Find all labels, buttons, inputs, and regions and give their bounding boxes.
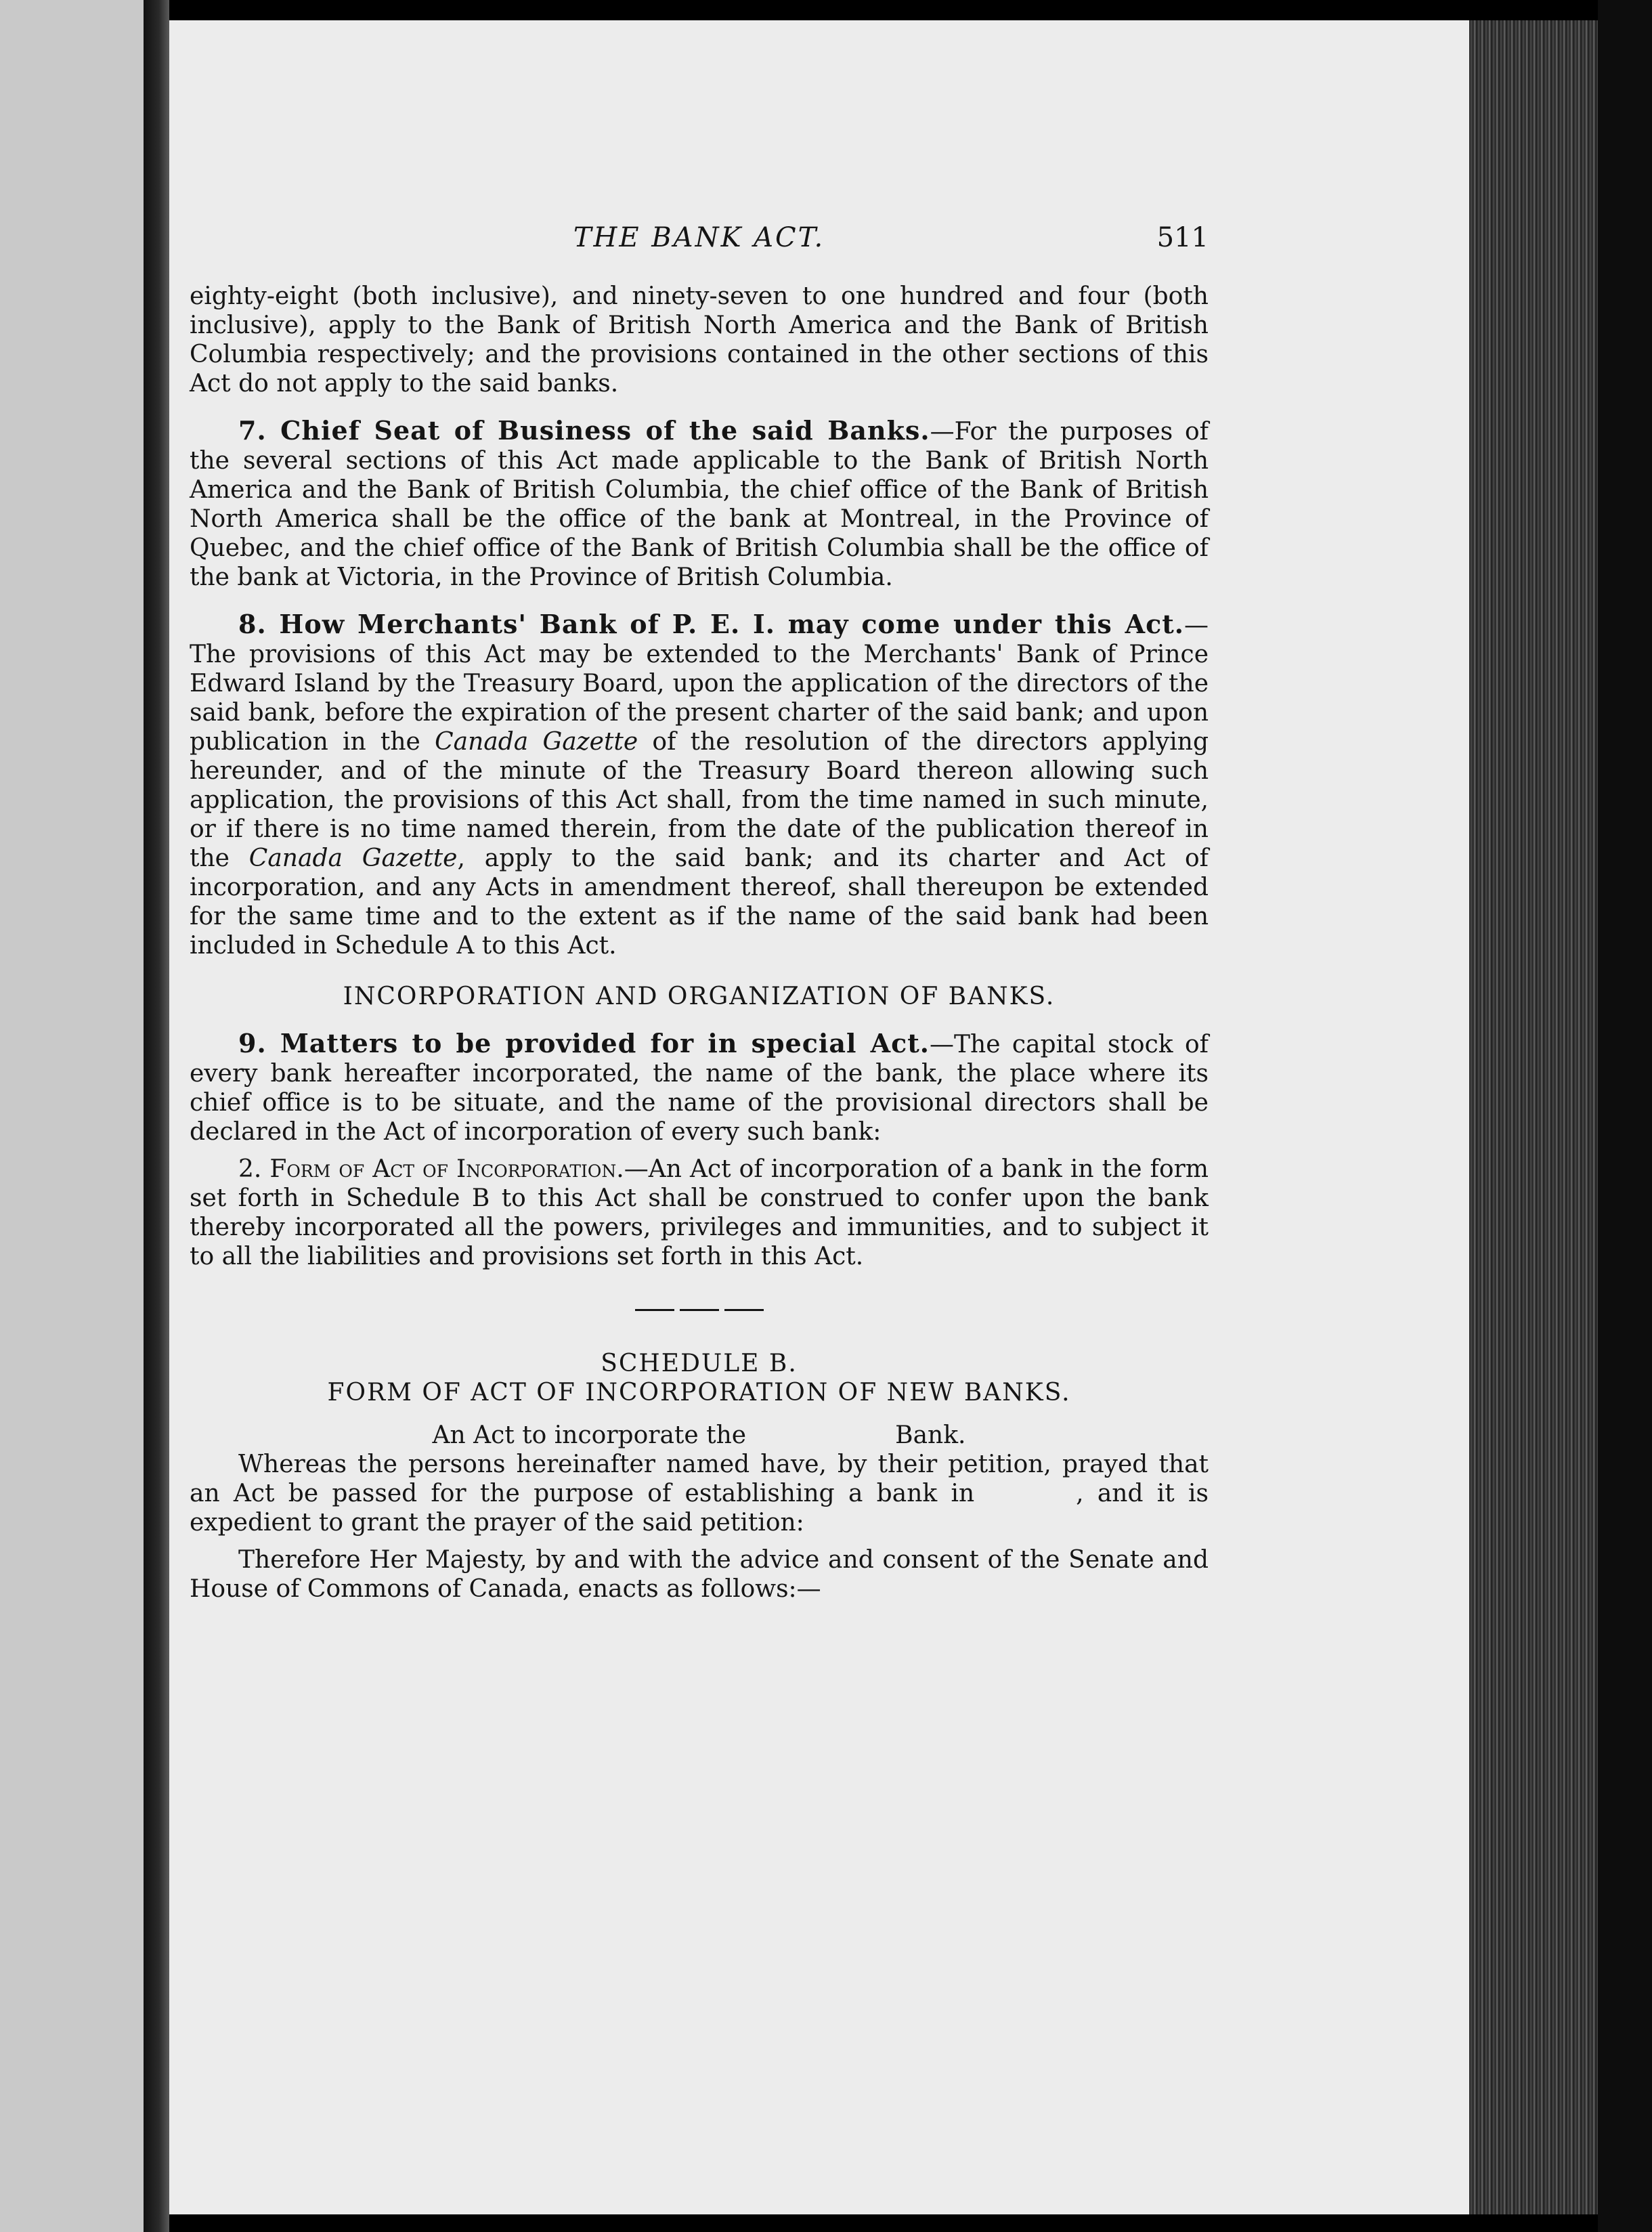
enacting-clause: Therefore Her Majesty, by and with the advice and consent of the Senate and House of Commons of Canada, enacts as follows:— [190, 1546, 1209, 1603]
book-gutter [144, 0, 169, 2232]
running-head [190, 223, 1209, 264]
whereas-clause [190, 1450, 1209, 1537]
section-8-heading: 8. How Merchants' Bank of P. E. I. may come under this Act. [238, 609, 1184, 639]
facing-page-edge [0, 0, 144, 2232]
scan-border [1598, 0, 1652, 2232]
running-title: THE BANK ACT. [573, 222, 825, 253]
section-9-subsection-2 [190, 1155, 1209, 1271]
schedule-subtitle: FORM OF ACT OF INCORPORATION OF NEW BANKS. [327, 1379, 1071, 1407]
act-title-end: Bank. [895, 1421, 966, 1449]
intro-paragraph: eighty-eight (both inclusive), and ninety-seven to one hundred and four (both inclusive), apply to the Bank of British North America and the Bank of British Columbia respectively; and the provisions contained in the other sections of this Act do not apply to the said banks. [190, 282, 1209, 398]
section-8-text-2: of the resolution of the directors applying hereunder, and of the minute of the Treasury Board thereon allowing such application, the provisions of this Act shall, from the time named in such minute, or if there is no time named therein, from the date of the publication thereof in the [190, 728, 1209, 872]
section-7-heading: 7. Chief Seat of Business of the said Banks. [238, 415, 930, 446]
section-8 [190, 609, 1209, 960]
section-9 [190, 1029, 1209, 1146]
section-8-text-3: , apply to the said bank; and its charter and Act of incorporation, and any Acts in amendment thereof, shall thereupon be extended for the same time and to the extent as if the name of the said bank had been included in Schedule A to this Act. [190, 844, 1209, 960]
subsection-number: 2. [238, 1155, 270, 1183]
section-8-gazette-1: Canada Gazette [435, 728, 638, 756]
whereas-text: Whereas the persons hereinafter named have, by their petition, prayed that an Act be passed for the purpose of establishing a bank in [190, 1451, 1209, 1507]
act-title-start: An Act to incorporate the [432, 1421, 747, 1449]
divider-rule [635, 1309, 764, 1311]
section-9-text: —The capital stock of every bank hereafter incorporated, the name of the bank, the place where its chief office is to be situate, and the name of the provisional directors shall be declared in the Act of incorporation of every such bank: [190, 1031, 1209, 1146]
subsection-heading: Form of Act of Incorporation. [269, 1155, 624, 1183]
section-7-text: —For the purposes of the several sections of this Act made applicable to the Bank of British North America and the Bank of British Columbia, the chief office of the Bank of British North America shall be the office of the bank at Montreal, in the Province of Quebec, and the chief office of the Bank of British Columbia shall be the office of the bank at Victoria, in the Province of British Columbia. [190, 418, 1209, 591]
subsection-text: —An Act of incorporation of a bank in the form set forth in Schedule B to this Act shall be construed to confer upon the bank thereby incorporated all the powers, privileges and immunities, and to subject it to all the liabilities and provisions set forth in this Act. [190, 1155, 1209, 1270]
section-9-heading: 9. Matters to be provided for in special Act. [238, 1028, 930, 1058]
page-content [190, 223, 1209, 1604]
page-number: 511 [1156, 222, 1209, 253]
section-8-gazette-2: Canada Gazette [248, 844, 458, 872]
schedule-title: SCHEDULE B. [601, 1350, 798, 1377]
section-title: INCORPORATION AND ORGANIZATION OF BANKS. [343, 983, 1056, 1010]
act-title-line [190, 1421, 1209, 1450]
section-8-text-1: —The provisions of this Act may be extended to the Merchants' Bank of Prince Edward Island by the Treasury Board, upon the application of the directors of the said bank, before the expiration of the present charter of the said bank; and upon publication in the [190, 611, 1209, 756]
section-7 [190, 416, 1209, 592]
whereas-text-end: , and it is expedient to grant the prayer of the said petition: [190, 1480, 1209, 1537]
